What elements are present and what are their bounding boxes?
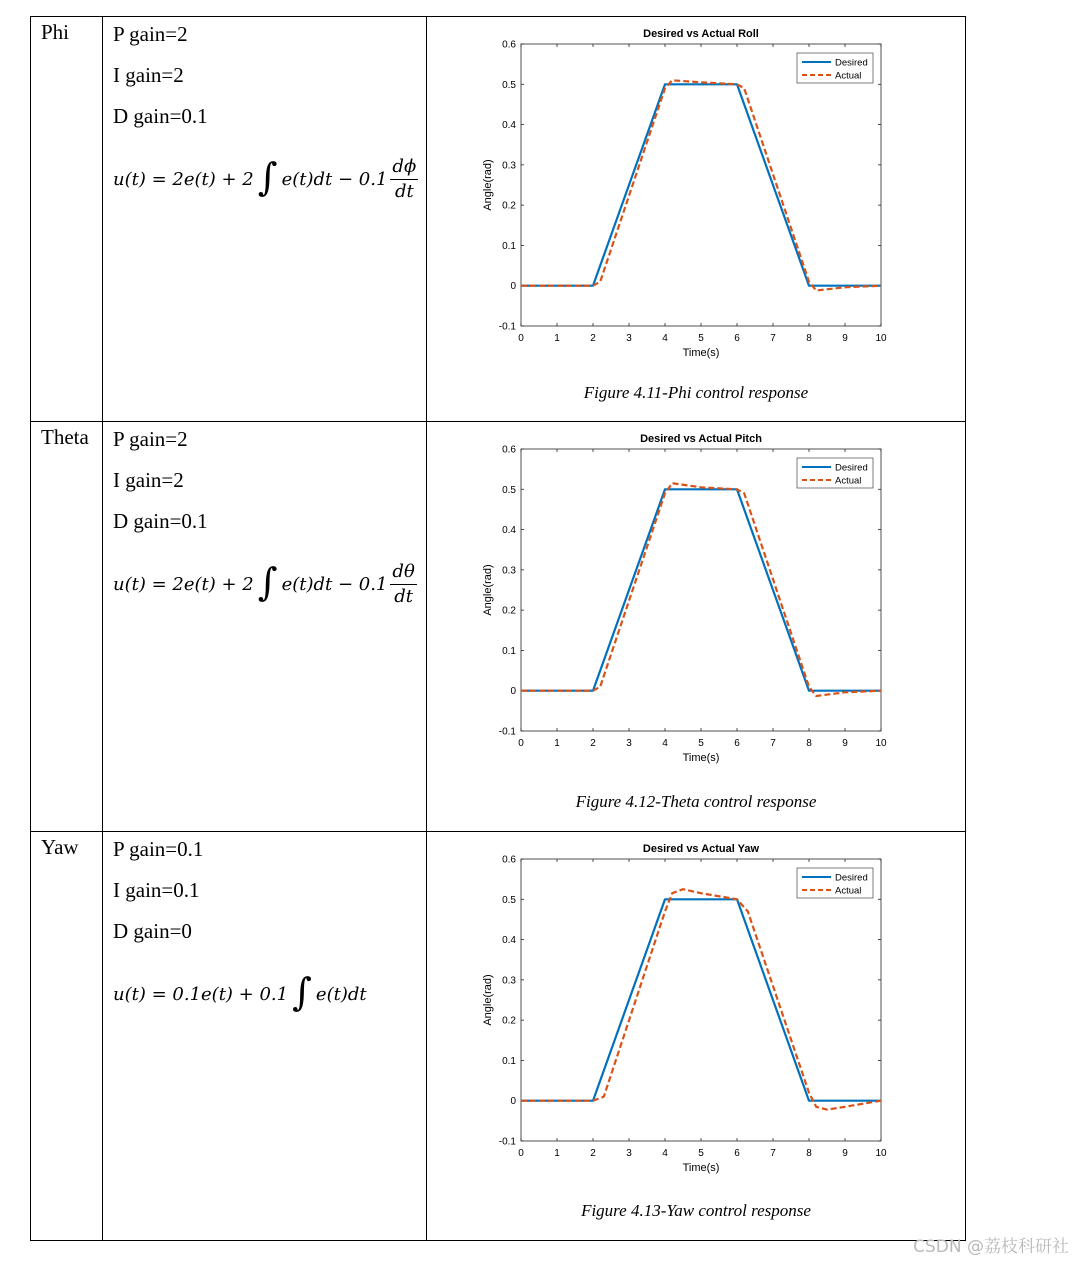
- x-tick-label: 3: [626, 333, 632, 344]
- y-tick-label: 0: [510, 686, 516, 698]
- axis-name: Phi: [41, 20, 70, 44]
- x-tick-label: 4: [662, 333, 668, 344]
- x-tick-label: 1: [554, 1148, 560, 1159]
- y-axis-label: Angle(rad): [482, 159, 494, 211]
- plot-area: [521, 449, 881, 731]
- x-tick-label: 2: [590, 333, 596, 344]
- i-gain: I gain=2: [113, 468, 184, 492]
- y-tick-label: 0.1: [502, 240, 516, 252]
- table-row: [31, 17, 966, 422]
- chart-title: Desired vs Actual Roll: [643, 28, 759, 40]
- equation-lhs: u(t) = 0.1e(t) + 0.1: [113, 983, 289, 1005]
- figure-caption: Figure 4.11-Phi control response: [583, 383, 809, 402]
- axis-cell: [31, 422, 103, 832]
- axis-cell: [31, 17, 103, 422]
- legend-label-actual: Actual: [835, 475, 862, 487]
- x-tick-label: 4: [662, 738, 668, 749]
- x-tick-label: 10: [875, 1148, 887, 1159]
- figure-cell: [427, 832, 966, 1241]
- fraction-numerator: dθ: [390, 560, 416, 585]
- control-equation: [113, 966, 426, 1022]
- equation-lhs: u(t) = 2e(t) + 2: [113, 573, 254, 595]
- y-tick-label: 0: [510, 1096, 516, 1108]
- params-cell: [103, 422, 427, 832]
- y-tick-label: -0.1: [498, 1136, 516, 1148]
- legend-label-desired: Desired: [835, 872, 868, 884]
- x-tick-label: 8: [806, 738, 812, 749]
- i-gain: I gain=2: [113, 63, 184, 87]
- axis-name: Theta: [41, 425, 89, 449]
- yaw-response-chart: [477, 840, 897, 1185]
- x-tick-label: 3: [626, 1148, 632, 1159]
- y-tick-label: 0.2: [502, 200, 516, 212]
- y-tick-label: 0.3: [502, 565, 516, 577]
- x-tick-label: 8: [806, 333, 812, 344]
- params-cell: [103, 17, 427, 422]
- derivative-fraction: [390, 155, 418, 204]
- y-tick-label: 0.2: [502, 1015, 516, 1027]
- equation-mid: e(t)dt − 0.1: [281, 168, 388, 190]
- fraction-denominator: dt: [394, 180, 414, 202]
- x-tick-label: 6: [734, 333, 740, 344]
- x-axis-label: Time(s): [682, 1162, 720, 1174]
- integral-sign-icon: ∫: [257, 155, 278, 199]
- figure-caption: Figure 4.13-Yaw control response: [581, 1201, 811, 1220]
- control-equation: [113, 151, 426, 207]
- x-tick-label: 9: [842, 1148, 848, 1159]
- equation-lhs: u(t) = 2e(t) + 2: [113, 168, 254, 190]
- y-tick-label: 0.4: [502, 120, 516, 132]
- x-tick-label: 0: [518, 738, 524, 749]
- plot-area: [521, 859, 881, 1141]
- derivative-fraction: [390, 560, 416, 609]
- legend-label-actual: Actual: [835, 885, 862, 897]
- x-tick-label: 10: [875, 333, 887, 344]
- legend-label-actual: Actual: [835, 70, 862, 82]
- x-tick-label: 5: [698, 1148, 704, 1159]
- d-gain: D gain=0: [113, 919, 192, 943]
- figure-cell: [427, 422, 966, 832]
- x-tick-label: 9: [842, 738, 848, 749]
- figure-caption: Figure 4.12-Theta control response: [575, 792, 817, 811]
- watermark: CSDN @荔枝科研社: [913, 1237, 1069, 1257]
- equation-mid: e(t)dt − 0.1: [281, 573, 388, 595]
- y-tick-label: 0: [510, 281, 516, 293]
- integral-sign-icon: ∫: [292, 970, 312, 1014]
- params-cell: [103, 832, 427, 1241]
- p-gain: P gain=2: [113, 22, 188, 46]
- y-tick-label: 0.6: [502, 444, 516, 456]
- y-tick-label: 0.1: [502, 645, 516, 657]
- y-tick-label: 0.6: [502, 39, 516, 51]
- plot-area: [521, 44, 881, 326]
- axis-cell: [31, 832, 103, 1241]
- fraction-numerator: dϕ: [390, 155, 418, 180]
- x-tick-label: 7: [770, 333, 776, 344]
- x-tick-label: 5: [698, 738, 704, 749]
- x-tick-label: 2: [590, 1148, 596, 1159]
- y-tick-label: 0.6: [502, 854, 516, 866]
- integral-sign-icon: ∫: [257, 560, 278, 604]
- y-tick-label: 0.1: [502, 1055, 516, 1067]
- y-tick-label: 0.4: [502, 525, 516, 537]
- pitch-response-chart: [477, 430, 897, 775]
- axis-name: Yaw: [41, 835, 79, 859]
- chart-title: Desired vs Actual Pitch: [640, 433, 762, 445]
- y-axis-label: Angle(rad): [482, 974, 494, 1026]
- equation-mid: e(t)dt: [315, 983, 367, 1005]
- x-tick-label: 9: [842, 333, 848, 344]
- i-gain: I gain=0.1: [113, 878, 200, 902]
- table-row: [31, 422, 966, 832]
- y-tick-label: 0.5: [502, 894, 516, 906]
- table-row: [31, 832, 966, 1241]
- x-tick-label: 10: [875, 738, 887, 749]
- x-axis-label: Time(s): [682, 752, 720, 764]
- x-tick-label: 6: [734, 1148, 740, 1159]
- legend-label-desired: Desired: [835, 57, 868, 69]
- chart-title: Desired vs Actual Yaw: [642, 843, 760, 855]
- x-axis-label: Time(s): [682, 347, 720, 359]
- x-tick-label: 2: [590, 738, 596, 749]
- x-tick-label: 6: [734, 738, 740, 749]
- p-gain: P gain=2: [113, 427, 188, 451]
- y-tick-label: 0.5: [502, 484, 516, 496]
- y-tick-label: 0.2: [502, 605, 516, 617]
- x-tick-label: 1: [554, 738, 560, 749]
- fraction-denominator: dt: [394, 585, 413, 607]
- x-tick-label: 0: [518, 333, 524, 344]
- roll-response-chart: [477, 25, 897, 370]
- x-tick-label: 8: [806, 1148, 812, 1159]
- x-tick-label: 7: [770, 738, 776, 749]
- figure-cell: [427, 17, 966, 422]
- d-gain: D gain=0.1: [113, 509, 208, 533]
- y-tick-label: 0.3: [502, 975, 516, 987]
- control-equation: [113, 556, 426, 612]
- legend-label-desired: Desired: [835, 462, 868, 474]
- y-tick-label: 0.3: [502, 160, 516, 172]
- x-tick-label: 3: [626, 738, 632, 749]
- y-tick-label: -0.1: [498, 321, 516, 333]
- x-tick-label: 1: [554, 333, 560, 344]
- x-tick-label: 0: [518, 1148, 524, 1159]
- x-tick-label: 4: [662, 1148, 668, 1159]
- p-gain: P gain=0.1: [113, 837, 204, 861]
- pid-gains-table: [30, 16, 966, 1241]
- d-gain: D gain=0.1: [113, 104, 208, 128]
- y-tick-label: -0.1: [498, 726, 516, 738]
- y-tick-label: 0.4: [502, 935, 516, 947]
- y-axis-label: Angle(rad): [482, 564, 494, 616]
- y-tick-label: 0.5: [502, 79, 516, 91]
- x-tick-label: 7: [770, 1148, 776, 1159]
- x-tick-label: 5: [698, 333, 704, 344]
